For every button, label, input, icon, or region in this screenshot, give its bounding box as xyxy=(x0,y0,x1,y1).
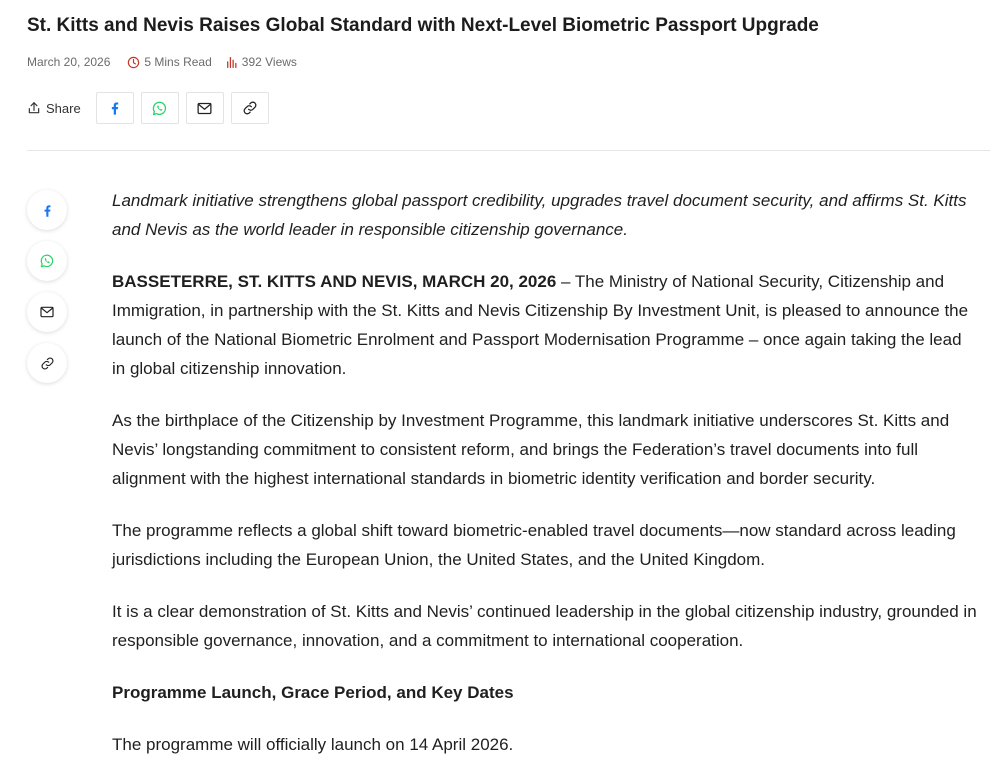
publish-date: March 20, 2026 xyxy=(27,55,111,69)
bar-chart-icon xyxy=(225,56,238,69)
floating-whatsapp-button[interactable] xyxy=(27,241,67,281)
floating-copy-link-button[interactable] xyxy=(27,343,67,383)
article-paragraph-3: The programme reflects a global shift toward biometric-enabled travel documents—now standard across leading jurisdictions including the European Union, the United States, and the United Kingdom. xyxy=(112,521,956,569)
whatsapp-icon xyxy=(151,100,168,117)
share-facebook-button[interactable] xyxy=(96,92,134,124)
email-icon xyxy=(196,100,213,117)
share-email-button[interactable] xyxy=(186,92,224,124)
floating-facebook-button[interactable] xyxy=(27,190,67,230)
floating-share-bar xyxy=(27,190,67,394)
article-paragraph-2: As the birthplace of the Citizenship by Investment Programme, this landmark initiative underscores St. Kitts and Nevis’ longstanding commitment to consistent reform, and brings the Federation’s travel documents into full alignment with the highest international standards in biometric identity verification and border security. xyxy=(112,411,950,488)
header-divider xyxy=(27,150,990,151)
article-meta xyxy=(27,53,297,71)
article-paragraph-1-text: – The Ministry of National Security, Citizenship and Immigration, in partnership with the St. Kitts and Nevis Citizenship By Investment Unit, is pleased to announce the launch of the National Biometric Enrolment and Passport Modernisation Programme – once again taking the lead in global citizenship innovation. xyxy=(112,272,969,378)
email-icon xyxy=(39,304,55,320)
share-bar xyxy=(27,91,276,125)
link-icon xyxy=(40,356,55,371)
clock-icon xyxy=(127,56,140,69)
read-time-label: 5 Mins Read xyxy=(144,55,212,69)
floating-email-button[interactable] xyxy=(27,292,67,332)
copy-link-button[interactable] xyxy=(231,92,269,124)
read-time xyxy=(127,55,211,69)
article-title: St. Kitts and Nevis Raises Global Standard with Next-Level Biometric Passport Upgrade xyxy=(27,15,819,36)
share-label: Share xyxy=(46,100,81,116)
whatsapp-icon xyxy=(39,253,55,269)
share-button[interactable] xyxy=(27,101,81,116)
article-body xyxy=(112,186,978,782)
article-paragraph-1 xyxy=(112,267,978,383)
article-paragraph-5: The programme will officially launch on 14 April 2026. xyxy=(112,735,514,754)
article-dateline: BASSETERRE, ST. KITTS AND NEVIS, MARCH 20, 2026 xyxy=(112,272,557,291)
article-paragraph-4: It is a clear demonstration of St. Kitts and Nevis’ continued leadership in the global citizenship industry, grounded in responsible governance, innovation, and a commitment to international cooperation. xyxy=(112,602,977,650)
share-icon xyxy=(27,101,41,115)
article-lead: Landmark initiative strengthens global passport credibility, upgrades travel document security, and affirms St. Kitts and Nevis as the world leader in responsible citizenship governance. xyxy=(112,191,967,239)
share-whatsapp-button[interactable] xyxy=(141,92,179,124)
link-icon xyxy=(242,100,258,116)
facebook-icon xyxy=(107,100,123,116)
view-count-label: 392 Views xyxy=(241,55,297,69)
article-subheading: Programme Launch, Grace Period, and Key Dates xyxy=(112,683,514,702)
view-count xyxy=(225,55,297,69)
facebook-icon xyxy=(40,203,55,218)
